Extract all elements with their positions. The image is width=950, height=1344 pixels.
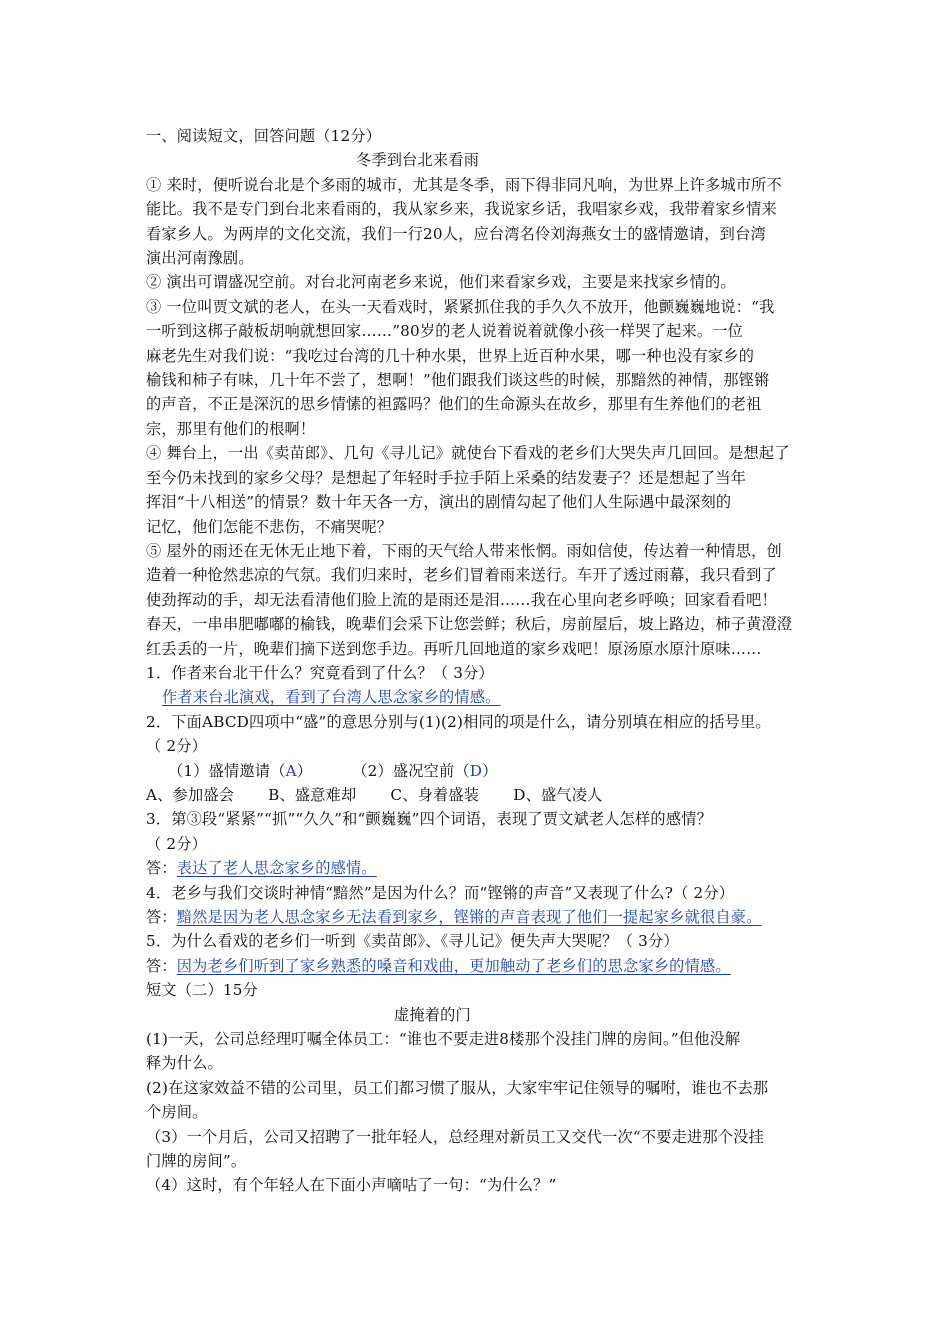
- answer-5: 因为老乡们听到了家乡熟悉的嗓音和戏曲，更加触动了老乡们的思念家乡的情感。: [176, 956, 731, 975]
- passage1-line: 看家乡人。为两岸的文化交流，我们一行20人，应台湾名伶刘海燕女士的盛情邀请，到台湾: [146, 224, 766, 243]
- passage1-line: 演出河南豫剧。: [146, 249, 254, 268]
- answer-prefix: 答：: [146, 956, 177, 975]
- section2-heading: 短文（二）15分: [146, 981, 259, 1000]
- passage1-line: 造着一种怆然悲凉的气氛。我们归来时，老乡们冒着雨来送行。车开了透过雨幕，我只看到了: [146, 566, 777, 585]
- answer-5-row: [146, 954, 804, 978]
- answer-1-row: [146, 685, 804, 709]
- question-2-line1: 2．下面ABCD四项中“盛”的意思分别与(1)(2)相同的项是什么，请分别填在相应的括号里。: [146, 712, 771, 731]
- question-4: 4．老乡与我们交谈时神情“黯然”是因为什么？而“铿锵的声音”又表现了什么?（ 2分）: [146, 883, 735, 902]
- passage1-body: [146, 173, 804, 661]
- answer-prefix: 答：: [146, 859, 177, 878]
- passage2-line: （4）这时，有个年轻人在下面小声嘀咕了一句：“为什么？”: [146, 1176, 557, 1195]
- passage2-line: （3）一个月后，公司又招聘了一批年轻人，总经理对新员工又交代一次“不要走进那个没挂: [146, 1127, 764, 1146]
- passage1-line: 春天，一串串肥嘟嘟的榆钱，晚辈们会采下让您尝鲜；秋后，房前屋后，坡上路边，柿子黄澄澄: [146, 615, 793, 634]
- question-3-line2: （ 2分）: [146, 834, 208, 853]
- q2-item2-prefix: （2）盛况空前（: [352, 761, 470, 780]
- answer-4-row: [146, 905, 804, 929]
- passage1-line: 宗，那里有他们的根啊！: [146, 419, 316, 438]
- section1-heading: 一、阅读短文，回答问题（12分）: [146, 127, 382, 145]
- passage2-line: (1)一天，公司总经理叮嘱全体员工：“谁也不要走进8楼那个没挂门牌的房间。”但他没解: [146, 1030, 741, 1049]
- passage1-line: 榆钱和柿子有味，几十年不尝了，想啊！”他们跟我们谈这些的时候，那黯然的神情，那铿锵: [146, 371, 770, 390]
- passage1-line: ③ 一位叫贾文斌的老人，在头一天看戏时，紧紧抓住我的手久久不放开，他颤巍巍地说：“我: [146, 297, 775, 316]
- passage1-line: 麻老先生对我们说：“我吃过台湾的几十种水果，世界上近百种水果，哪一种也没有家乡的: [146, 346, 755, 365]
- passage2-body: [146, 1027, 804, 1198]
- answer-prefix: 答：: [146, 908, 177, 926]
- passage1-line: 至今仍未找到的家乡父母？是想起了年轻时手拉手陌上采桑的结发妻子？还是想起了当年: [146, 468, 747, 487]
- question-5: 5．为什么看戏的老乡们一听到《卖苗郎》、《寻儿记》便失声大哭呢？（ 3分）: [146, 932, 679, 951]
- q2-option-b: B、盛意难却: [268, 785, 357, 804]
- passage1-line: ⑤ 屋外的雨还在无休无止地下着，下雨的天气给人带来怅惘。雨如信使，传达着一种情思，创: [146, 541, 782, 560]
- passage1-line: 挥泪“十八相送”的情景？数十年天各一方，演出的剧情勾起了他们人生际遇中最深刻的: [146, 493, 732, 512]
- answer-4: 黯然是因为老人思念家乡无法看到家乡，铿锵的声音表现了他们一提起家乡就很自豪。: [176, 908, 762, 926]
- passage1-line: 的声音，不正是深沉的思乡情愫的袒露吗？他们的生命源头在故乡，那里有生养他们的老祖: [146, 395, 762, 414]
- q2-item1-suffix: ）: [296, 761, 313, 780]
- answer-3-row: [146, 856, 804, 880]
- q2-item1-answer: A: [285, 761, 297, 780]
- passage1-line: 记忆，他们怎能不悲伤，不痛哭呢？: [146, 517, 393, 536]
- q2-item2-suffix: ）: [482, 761, 498, 780]
- question-2-items: [146, 759, 804, 783]
- passage2-line: (2)在这家效益不错的公司里，员工们都习惯了服从，大家牢牢记住领导的嘱咐，谁也不去那: [146, 1078, 769, 1097]
- answer-3: 表达了老人思念家乡的感情。: [176, 859, 377, 878]
- passage1-line: ② 演出可谓盛况空前。对台北河南老乡来说，他们来看家乡戏，主要是来找家乡情的。: [146, 273, 736, 292]
- passage1-line: 红丢丢的一片，晚辈们摘下送到您手边。再听几回地道的家乡戏吧！原汤原水原汁原味……: [146, 639, 762, 658]
- passage1-line: ④ 舞台上，一出《卖苗郎》、几句《寻儿记》就使台下看戏的老乡们大哭失声几回回。是想起了: [146, 444, 790, 463]
- passage1-line: 一听到这梆子敲板胡响就想回家……”80岁的老人说着说着就像小孩一样哭了起来。一位: [146, 322, 744, 341]
- q2-option-c: C、身着盛装: [390, 785, 480, 804]
- passage2-title: 虚掩着的门: [394, 1005, 471, 1024]
- passage2-line: 释为什么。: [146, 1054, 223, 1073]
- passage1-line: 使劲挥动的手，却无法看清他们脸上流的是雨还是泪……我在心里向老乡呼唤；回家看看吧！: [146, 590, 777, 609]
- question-2-line2: （ 2分）: [146, 737, 208, 756]
- answer-1: 作者来台北演戏，看到了台湾人思念家乡的情感。: [162, 688, 501, 707]
- passage1-title: 冬季到台北来看雨: [356, 151, 480, 170]
- passage1-line: 能比。我不是专门到台北来看雨的，我从家乡来，我说家乡话，我唱家乡戏，我带着家乡情来: [146, 200, 777, 219]
- passage2-line: 门牌的房间”。: [146, 1152, 247, 1171]
- q2-option-d: D、盛气凌人: [513, 785, 603, 804]
- question-2-options: [146, 783, 804, 807]
- q2-option-a: A、参加盛会: [146, 785, 235, 804]
- question-3-line1: 3．第③段“紧紧”“抓”“久久”和“颤巍巍”四个词语，表现了贾文斌老人怎样的感情？: [146, 810, 712, 829]
- q2-item1-prefix: （1）盛情邀请（: [168, 761, 286, 780]
- question-1: 1．作者来台北干什么？究竟看到了什么？（ 3分）: [146, 663, 494, 682]
- passage1-line: ① 来时，便听说台北是个多雨的城市，尤其是冬季，雨下得非同凡响，为世界上许多城市所不: [146, 175, 782, 194]
- passage2-line: 个房间。: [146, 1103, 208, 1122]
- q2-item2-answer: D: [469, 761, 483, 780]
